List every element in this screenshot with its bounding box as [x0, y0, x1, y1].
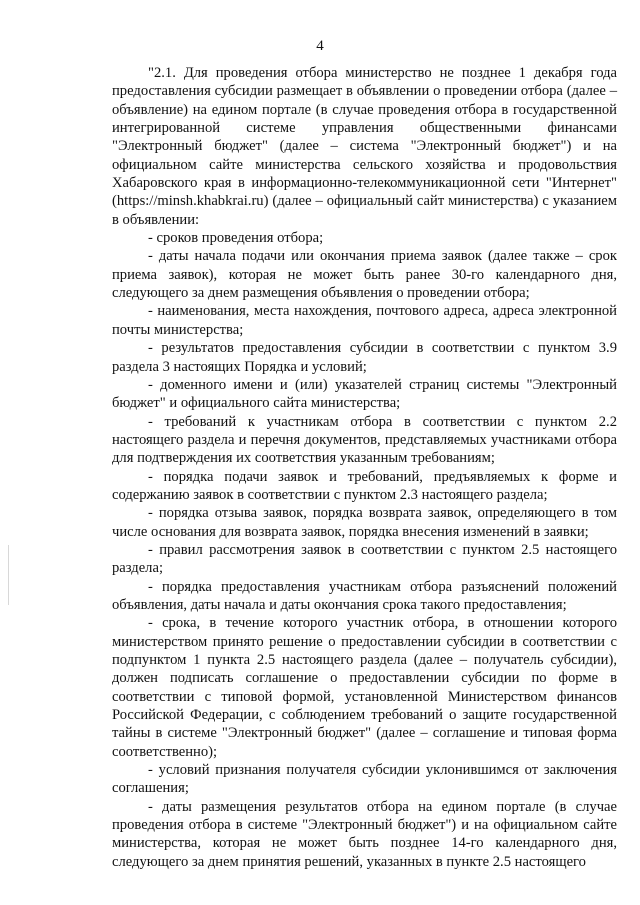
scan-margin-mark — [8, 545, 9, 605]
list-item-results: - результатов предоставления субсидии в соответствии с пунктом 3.9 раздела 3 настоящих Порядка и условий; — [112, 340, 617, 375]
page-number: 4 — [316, 38, 324, 54]
list-item-dates: - даты начала подачи или окончания приема заявок (далее также – срок приема заявок), которая не может быть ранее 30-го календарного дня, следующего за днем размещения объявления о проведении отбора; — [112, 248, 617, 302]
list-item-publication-date: - даты размещения результатов отбора на едином портале (в случае проведения отбора в системе "Электронный бюджет") и на официальном сайте министерства, которая не может быть позднее 14-го календарного дня, следующего за днем принятия решений, указанных в пункте 2.5 настоящего — [112, 798, 617, 870]
paragraph-intro: "2.1. Для проведения отбора министерство не позднее 1 декабря года предоставления субсидии размещает в объявлении о проведении отбора (далее – объявление) на едином портале (в случае проведения отбора в государственной интегрированной системе управления общественными финансами "Электронный бюджет" (далее – система "Электронный бюджет") и на официальном сайте министерства сельского хозяйства и продовольствия Хабаровского края в информационно-телекоммуникационной сети "Интернет" (https://minsh.khabkrai.ru) (далее – официальный сайт министерства) с указанием в объявлении: — [112, 65, 617, 228]
list-item-withdrawal: - порядка отзыва заявок, порядка возврата заявок, определяющего в том числе основания для возврата заявок, порядка внесения изменений в заявки; — [112, 505, 617, 540]
list-item-review-rules: - правил рассмотрения заявок в соответствии с пунктом 2.5 настоящего раздела; — [112, 541, 617, 577]
list-item-submission: - порядка подачи заявок и требований, предъявляемых к форме и содержанию заявок в соответствии с пунктом 2.3 настоящего раздела; — [112, 468, 617, 503]
list-item-clarifications: - порядка предоставления участникам отбора разъяснений положений объявления, даты начала и даты окончания срока такого предоставления; — [112, 578, 617, 613]
list-item-terms: - сроков проведения отбора; — [148, 230, 324, 247]
list-item-evasion: - условий признания получателя субсидии уклонившимся от заключения соглашения; — [112, 762, 617, 797]
list-item-domain: - доменного имени и (или) указателей страниц системы "Электронный бюджет" и официального сайта министерства; — [112, 376, 617, 412]
document-body — [112, 64, 617, 871]
list-item-ministry-contacts: - наименования, места нахождения, почтового адреса, адреса электронной почты министерства; — [112, 303, 617, 338]
list-item-agreement-term: - срока, в течение которого участник отбора, в отношении которого министерством принято решение о предоставлении субсидии в соответствии с подпунктом 1 пункта 2.5 настоящего раздела (далее – получатель субсидии), должен подписать соглашение о предоставлении субсидии по форме в соответствии с типовой формой, установленной Министерством финансов Российской Федерации, с соблюдением требований о защите государственной тайны в системе "Электронный бюджет" (далее – соглашение и типовая форма соответственно); — [112, 615, 617, 760]
list-item-requirements: - требований к участникам отбора в соответствии с пунктом 2.2 настоящего раздела и перечня документов, представляемых участниками отбора для подтверждения их соответствия указанным требованиям; — [112, 413, 617, 467]
